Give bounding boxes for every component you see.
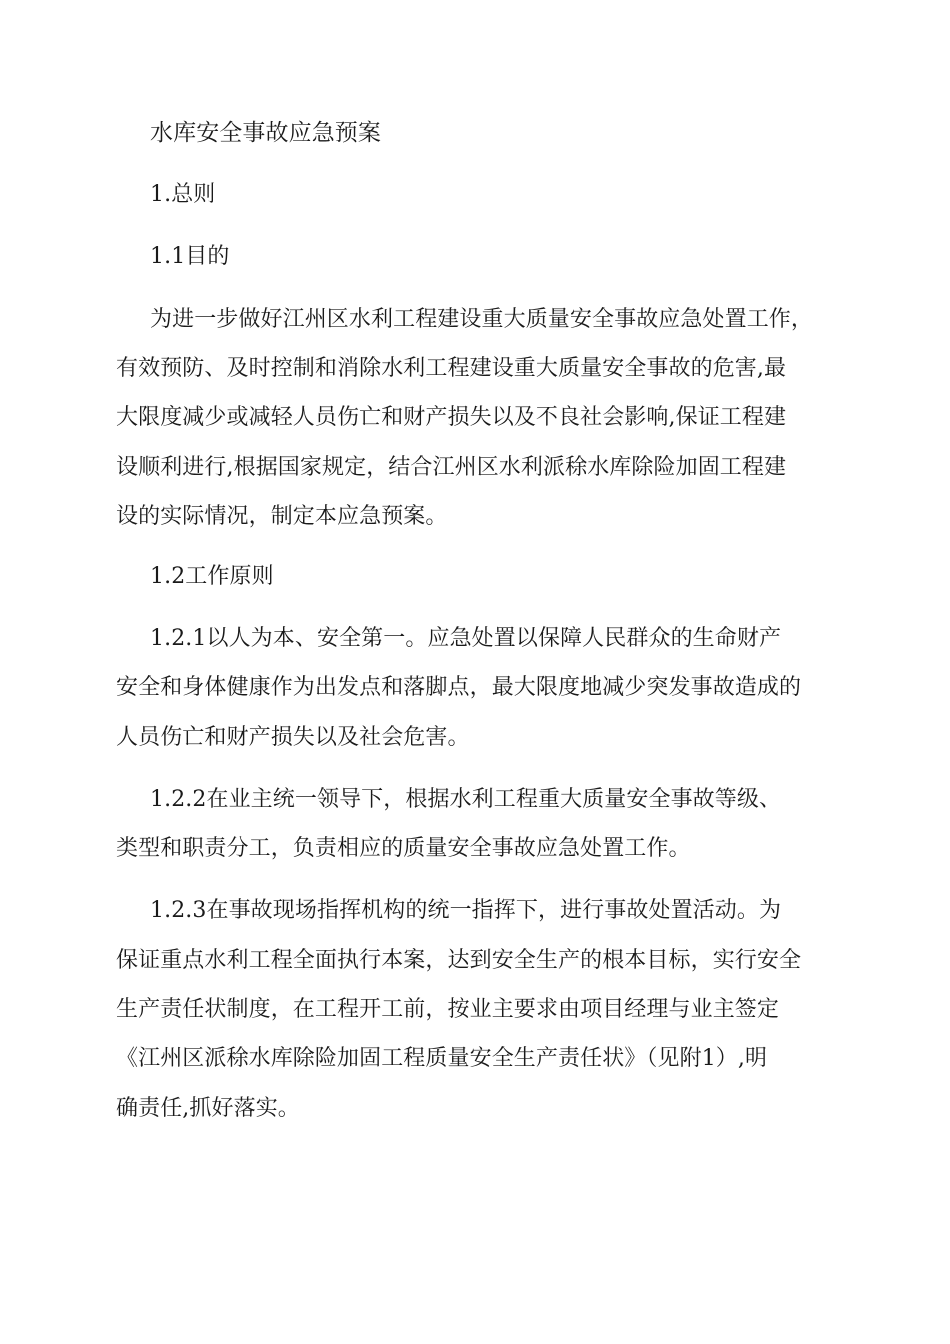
document-title: 水库安全事故应急预案 xyxy=(150,120,381,146)
section-heading-1-1: 1.1目的 xyxy=(150,244,230,269)
paragraph-line: 为进一步做好江州区水利工程建设重大质量安全事故应急处置工作， xyxy=(150,307,814,332)
paragraph-line: 大限度减少或减轻人员伤亡和财产损失以及不良社会影响,保证工程建 xyxy=(116,405,787,430)
paragraph-line: 生产责任状制度，在工程开工前，按业主要求由项目经理与业主签定 xyxy=(116,997,780,1022)
paragraph-line: 有效预防、及时控制和消除水利工程建设重大质量安全事故的危害,最 xyxy=(116,356,787,381)
paragraph-line: 《江州区派稌水库除险加固工程质量安全生产责任状》（见附1）,明 xyxy=(116,1046,768,1071)
section-heading-1-2: 1.2工作原则 xyxy=(150,564,274,589)
section-heading-1: 1.总则 xyxy=(150,182,216,207)
paragraph-line: 1.2.1以人为本、安全第一。应急处置以保障人民群众的生命财产 xyxy=(150,626,782,651)
paragraph-line: 保证重点水利工程全面执行本案，达到安全生产的根本目标，实行安全 xyxy=(116,948,802,973)
paragraph-line: 设的实际情况，制定本应急预案。 xyxy=(116,504,448,529)
paragraph-line: 设顺利进行,根据国家规定，结合江州区水利派稌水库除险加固工程建 xyxy=(116,455,787,480)
paragraph-line: 1.2.2在业主统一领导下，根据水利工程重大质量安全事故等级、 xyxy=(150,787,782,812)
paragraph-line: 1.2.3在事故现场指挥机构的统一指挥下，进行事故处置活动。为 xyxy=(150,898,782,923)
paragraph-line: 安全和身体健康作为出发点和落脚点，最大限度地减少突发事故造成的 xyxy=(116,675,802,700)
paragraph-line: 人员伤亡和财产损失以及社会危害。 xyxy=(116,725,470,750)
paragraph-line: 确责任,抓好落实。 xyxy=(116,1096,300,1121)
paragraph-line: 类型和职责分工，负责相应的质量安全事故应急处置工作。 xyxy=(116,836,691,861)
